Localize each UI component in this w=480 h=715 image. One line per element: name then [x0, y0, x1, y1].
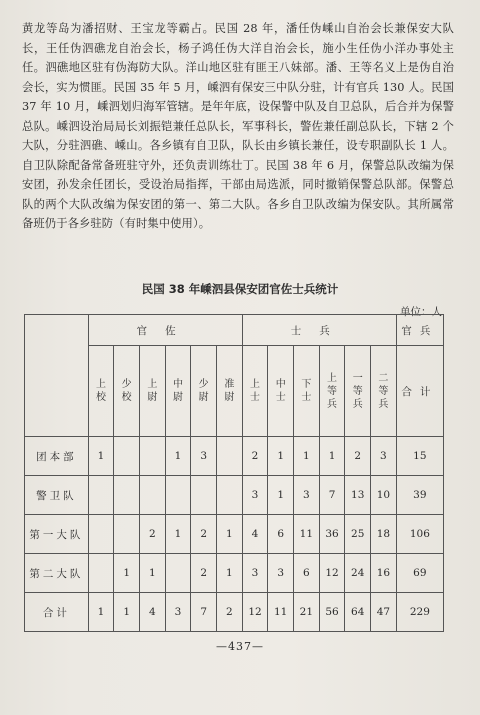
table-row — [25, 437, 444, 476]
table-cell: 11 — [294, 515, 320, 554]
table-cell: 4 — [140, 593, 166, 632]
table-cell: 3 — [242, 554, 268, 593]
table-body — [25, 437, 444, 632]
table-cell-total: 39 — [396, 476, 443, 515]
table-cell: 18 — [371, 515, 397, 554]
table-cell: 56 — [319, 593, 345, 632]
table-cell: 2 — [217, 593, 243, 632]
table-cell: 4 — [242, 515, 268, 554]
table-cell: 1 — [88, 437, 114, 476]
table-cell — [114, 476, 140, 515]
table-cell: 7 — [191, 593, 217, 632]
table-title: 民国 38 年嵊泗县保安团官佐士兵统计 — [141, 282, 339, 296]
column-header: 上士 — [242, 346, 268, 437]
table-cell: 1 — [114, 554, 140, 593]
column-header: 少尉 — [191, 346, 217, 437]
table-cell — [114, 515, 140, 554]
table-cell — [88, 515, 114, 554]
table-cell: 1 — [217, 554, 243, 593]
table-cell-total: 106 — [396, 515, 443, 554]
column-header: 下士 — [294, 346, 320, 437]
table-cell: 1 — [268, 476, 294, 515]
table-cell — [140, 476, 166, 515]
table-row — [25, 476, 444, 515]
table-cell: 1 — [217, 515, 243, 554]
column-header: 中尉 — [165, 346, 191, 437]
table-row — [25, 515, 444, 554]
body-text — [22, 19, 454, 234]
table-cell: 10 — [371, 476, 397, 515]
column-header: 中士 — [268, 346, 294, 437]
table-cell: 1 — [165, 437, 191, 476]
table-cell: 1 — [88, 593, 114, 632]
table-row — [25, 554, 444, 593]
table-cell — [165, 476, 191, 515]
table-cell — [191, 476, 217, 515]
table-subheader-row — [25, 346, 444, 437]
table-cell: 1 — [165, 515, 191, 554]
table-cell-total: 69 — [396, 554, 443, 593]
column-header: 一等兵 — [345, 346, 371, 437]
table-cell — [114, 437, 140, 476]
row-label: 第二大队 — [25, 554, 89, 593]
table-cell: 12 — [242, 593, 268, 632]
column-header: 上尉 — [140, 346, 166, 437]
column-header: 二等兵 — [371, 346, 397, 437]
column-header-total: 合计 — [396, 346, 443, 437]
row-label: 警卫队 — [25, 476, 89, 515]
table-cell — [217, 437, 243, 476]
table-cell-total: 15 — [396, 437, 443, 476]
table-cell-total: 229 — [396, 593, 443, 632]
paragraph: 黄龙等岛为潘招财、王宝龙等霸占。民国 28 年，潘任伪嵊山自治会长兼保安大队长，王任伪泗礁龙自治会长，杨子鸿任伪大洋自治会长，施小生任伪小洋办事处主任。泗礁地区驻有伪海防大队。洋山地区驻有匪王八妹部。潘、王等名义上是伪自治会长，实为惯匪。民国 35 年 5 月，嵊泗有保安三中队分驻，计有官兵 130 人。民国 37 年 10 月，嵊泗划归海军管辖。是年年底，设保警中队及自卫总队，后合并为保警总队。嵊泗设治局局长刘振铠兼任总队长，军事科长，警佐兼任副总队长，下辖 2 个大队，分驻泗礁、嵊山。各乡镇有自卫队，队长由乡镇长兼任，设专职副队长 1 人。自卫队除配备常备班驻守外，还负责训练壮丁。民国 38 年 6 月，保警总队改编为保安团，孙发余任团长，受设治局指挥，干部由局选派，同时撤销保警总队部。保警总队的两个大队改编为保安团的第一、第二大队。各乡自卫队改编为保安队。其所属常备班仍于各乡驻防（有时集中使用）。 — [22, 22, 454, 230]
table-cell: 3 — [371, 437, 397, 476]
table-cell: 3 — [191, 437, 217, 476]
table-cell: 25 — [345, 515, 371, 554]
table-cell: 13 — [345, 476, 371, 515]
table-header-row — [25, 315, 444, 346]
table-cell: 2 — [191, 515, 217, 554]
table-cell: 2 — [345, 437, 371, 476]
group-header-officers: 官佐 — [88, 315, 242, 346]
table-cell: 2 — [242, 437, 268, 476]
table-cell: 1 — [294, 437, 320, 476]
column-header: 准尉 — [217, 346, 243, 437]
table-row — [25, 593, 444, 632]
corner-cell — [25, 315, 89, 437]
table-cell: 11 — [268, 593, 294, 632]
table-cell — [140, 437, 166, 476]
page-number: —437— — [216, 640, 264, 653]
table-cell: 3 — [242, 476, 268, 515]
table-cell: 1 — [140, 554, 166, 593]
column-header: 上等兵 — [319, 346, 345, 437]
table-cell: 47 — [371, 593, 397, 632]
table-cell — [217, 476, 243, 515]
column-header: 少校 — [114, 346, 140, 437]
table-cell: 6 — [268, 515, 294, 554]
group-header-soldiers: 士兵 — [242, 315, 396, 346]
table-cell: 36 — [319, 515, 345, 554]
table-cell: 2 — [140, 515, 166, 554]
row-label: 团本部 — [25, 437, 89, 476]
row-label: 合计 — [25, 593, 89, 632]
table-unit: 单位：人 — [400, 306, 442, 318]
row-label: 第一大队 — [25, 515, 89, 554]
table-cell: 2 — [191, 554, 217, 593]
table-cell: 1 — [114, 593, 140, 632]
statistics-table — [24, 314, 444, 632]
table-cell: 64 — [345, 593, 371, 632]
table-cell: 3 — [268, 554, 294, 593]
table-cell: 1 — [268, 437, 294, 476]
table-cell — [88, 476, 114, 515]
table-cell — [88, 554, 114, 593]
table-cell: 24 — [345, 554, 371, 593]
table-cell: 7 — [319, 476, 345, 515]
table-cell — [165, 554, 191, 593]
table-cell: 6 — [294, 554, 320, 593]
table-cell: 16 — [371, 554, 397, 593]
table-cell: 3 — [294, 476, 320, 515]
column-header: 上校 — [88, 346, 114, 437]
table-cell: 1 — [319, 437, 345, 476]
table-cell: 3 — [165, 593, 191, 632]
table-cell: 12 — [319, 554, 345, 593]
group-header-total: 官兵 — [396, 315, 443, 346]
table-cell: 21 — [294, 593, 320, 632]
